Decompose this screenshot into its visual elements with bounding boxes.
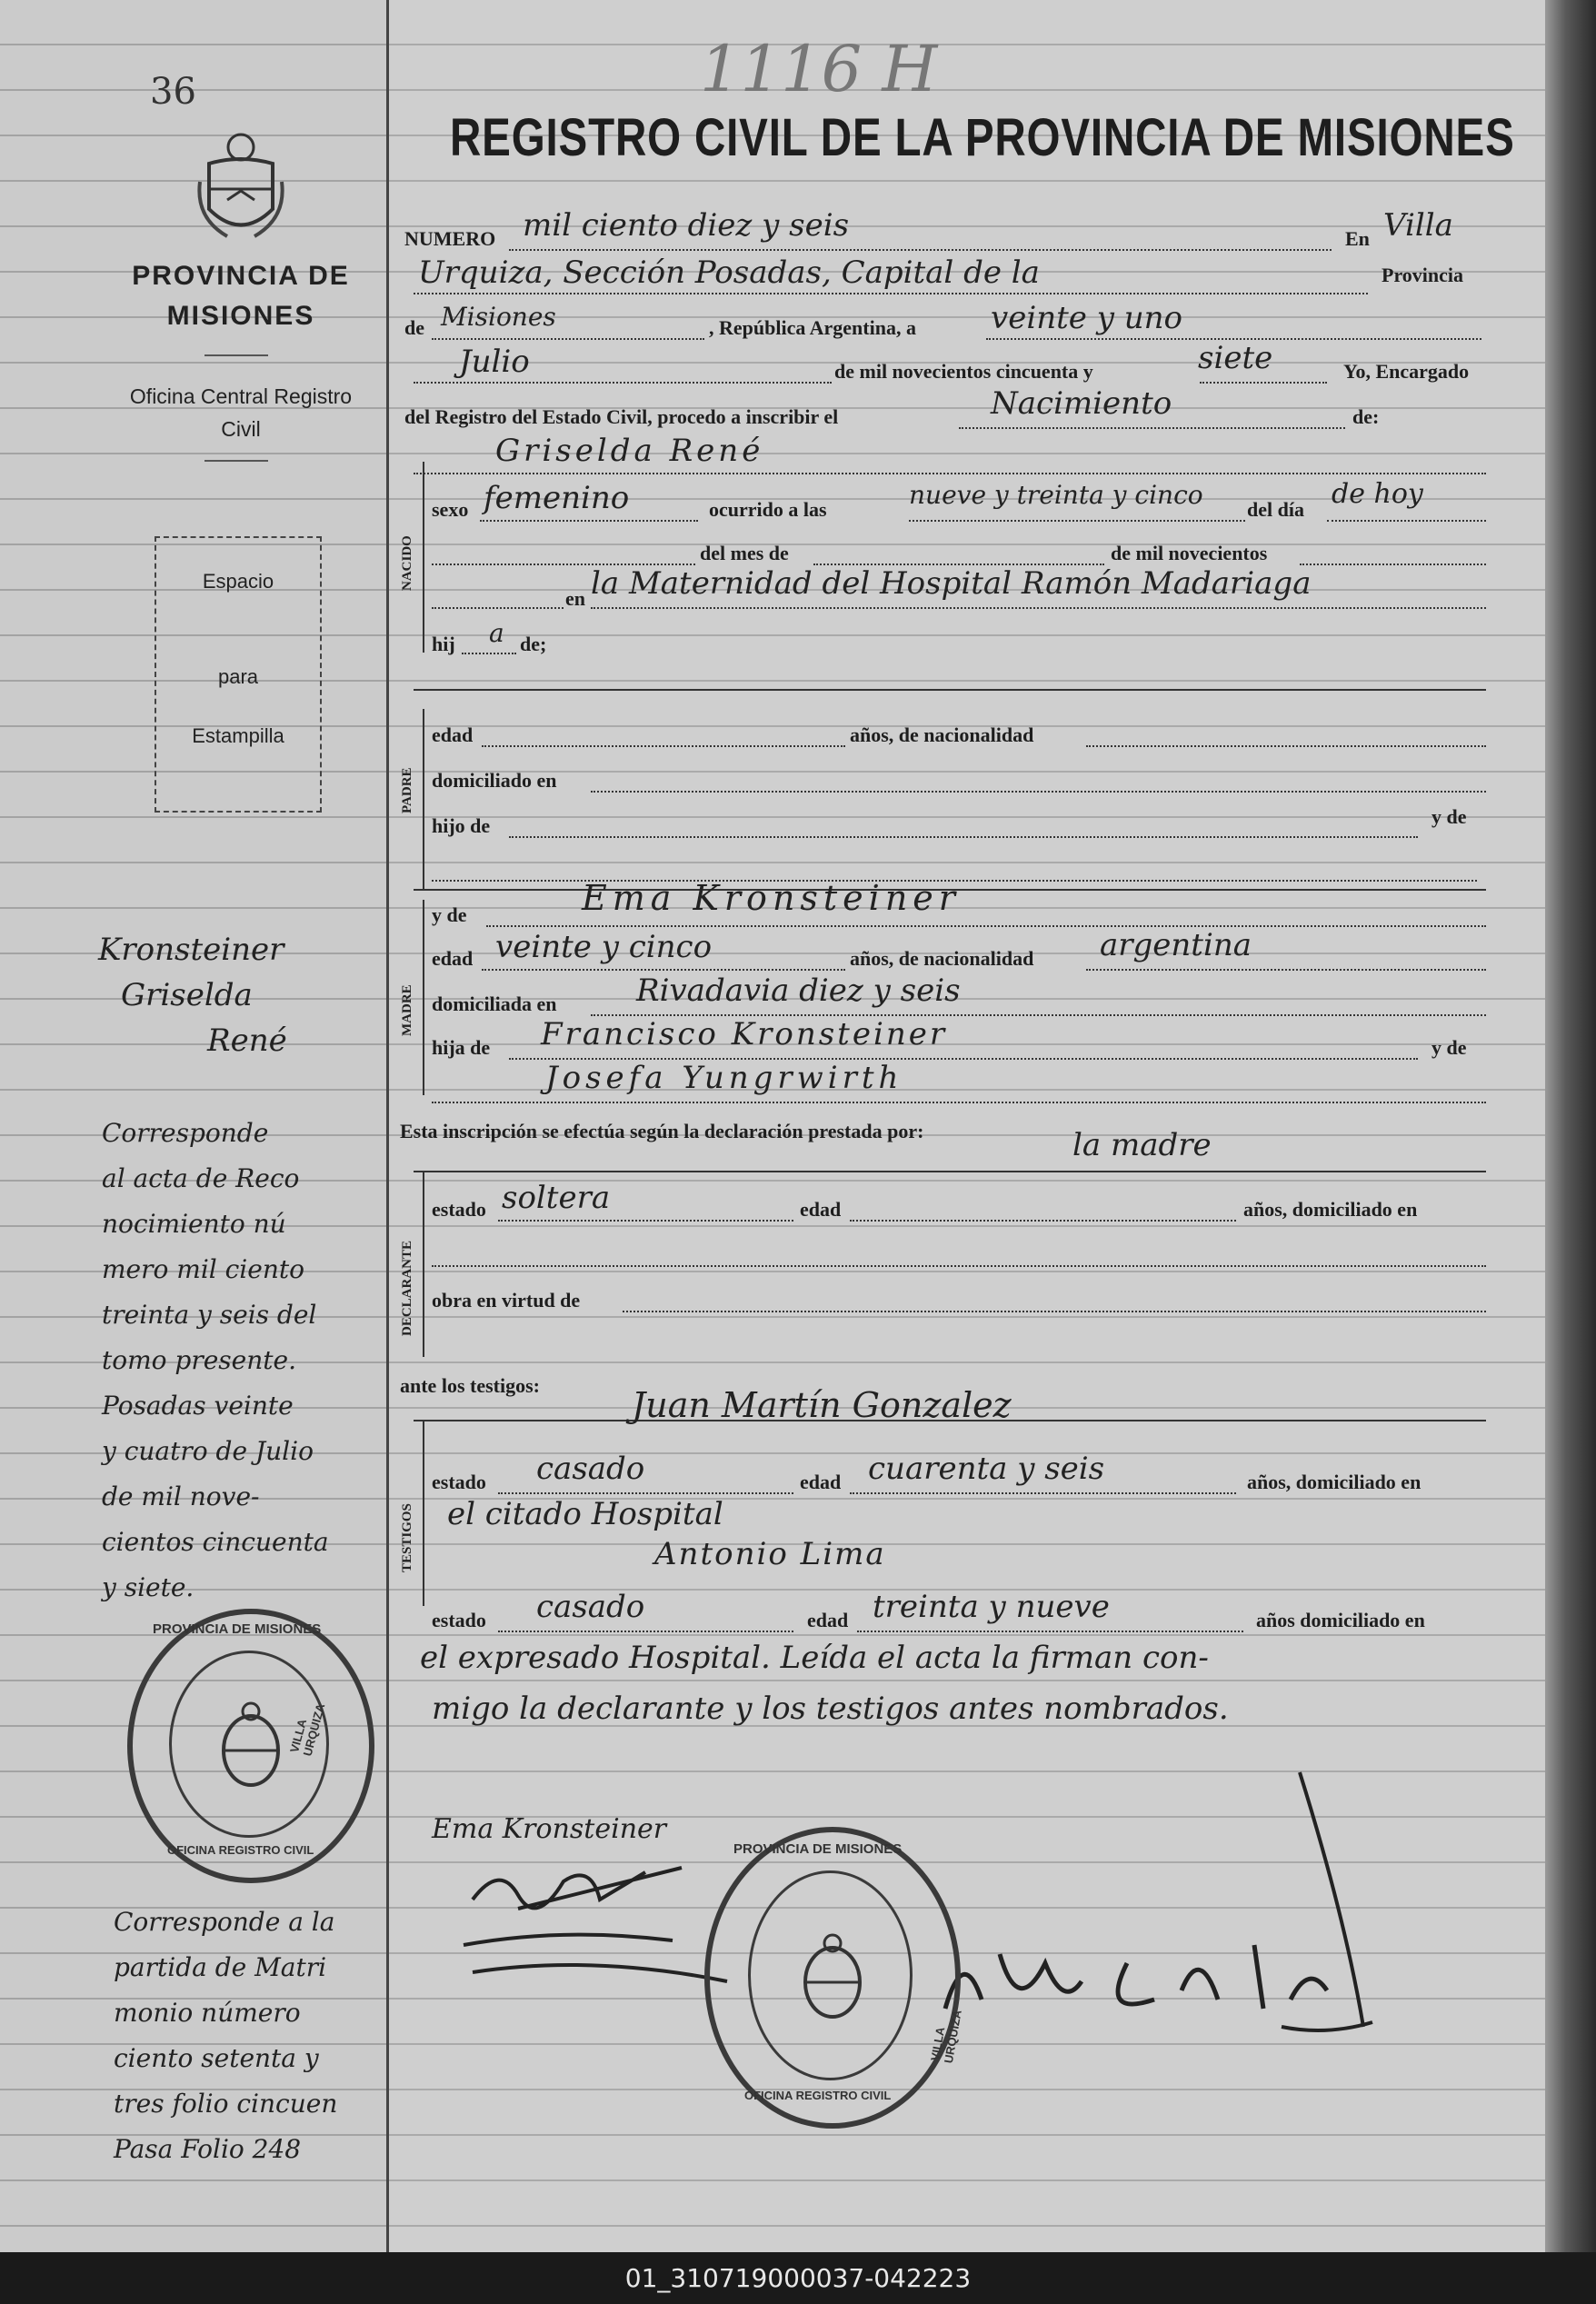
provincia-label: Provincia <box>1382 264 1464 286</box>
seal-text: OFICINA REGISTRO CIVIL <box>167 1843 314 1857</box>
dotted-line <box>480 520 698 522</box>
section-padre-label: PADRE <box>400 767 414 813</box>
dotted-line <box>486 925 1486 927</box>
dotted-line <box>1327 520 1486 522</box>
dotted-line <box>498 1631 793 1632</box>
margin-line: ciento setenta y <box>114 2043 319 2073</box>
official-seal-right <box>704 1827 964 2129</box>
dia-label: del día <box>1247 498 1304 521</box>
stamp-box-label: Estampilla <box>192 724 284 747</box>
dotted-line <box>432 607 564 609</box>
dotted-line <box>909 520 1245 522</box>
edad-label: edad <box>432 723 474 746</box>
dotted-line <box>857 1631 1243 1632</box>
dotted-line <box>432 338 704 340</box>
margin-line: Griselda <box>121 977 253 1013</box>
margin-line: partida de Matri <box>114 1952 327 1982</box>
margin-note-1 <box>102 1111 329 1611</box>
section-nacido-label: NACIDO <box>400 535 414 591</box>
stamp-box-label: Espacio <box>202 570 274 593</box>
section-bar <box>423 900 424 1095</box>
dotted-line <box>850 1492 1236 1494</box>
domiciliado-label: domiciliado en <box>432 769 557 792</box>
mes-label: del mes de <box>700 542 789 564</box>
margin-name <box>98 927 287 1063</box>
section-divider <box>414 689 1486 691</box>
dotted-line <box>959 427 1345 429</box>
dotted-line <box>591 791 1486 793</box>
edad-label: edad <box>800 1471 842 1493</box>
encargado-label: Yo, Encargado <box>1343 360 1470 383</box>
dotted-line <box>498 1492 793 1494</box>
ocurrido-label: ocurrido a las <box>709 498 827 521</box>
coat-of-arms-icon <box>191 127 291 245</box>
dotted-line <box>591 607 1486 609</box>
lugar-value: la Maternidad del Hospital Ramón Madariaga <box>591 565 1312 602</box>
margin-line: de mil nove- <box>102 1481 260 1511</box>
section-bar <box>423 1420 424 1606</box>
divider <box>204 460 268 462</box>
edad-label: edad <box>800 1198 842 1221</box>
dotted-line <box>1200 382 1327 384</box>
numero-label: NUMERO <box>404 227 496 250</box>
de-label: de <box>404 316 424 339</box>
declarante-value: la madre <box>1072 1127 1212 1163</box>
dotted-line <box>432 1265 1486 1267</box>
margin-line: Corresponde <box>102 1118 269 1148</box>
dotted-line <box>482 745 845 747</box>
edad-label: edad <box>432 947 474 970</box>
signature-mother: Ema Kronsteiner <box>432 1813 667 1845</box>
domiciliado-label: años, domiciliado en <box>1243 1198 1418 1221</box>
yde-label: y de <box>432 903 467 926</box>
witness-1-name: Juan Martín Gonzalez <box>632 1385 1012 1425</box>
left-margin-column <box>0 0 389 2252</box>
dotted-line <box>414 382 832 384</box>
mother-father-name: Francisco Kronsteiner <box>541 1016 948 1052</box>
dotted-line <box>850 1220 1236 1222</box>
nacionalidad-label: años, de nacionalidad <box>850 723 1034 746</box>
dotted-line <box>1086 969 1486 971</box>
en-value: Villa <box>1383 207 1453 244</box>
closing-text: migo la declarante y los testigos antes nombrados. <box>432 1691 1229 1727</box>
day-value: veinte y uno <box>991 300 1182 336</box>
mother-nacionalidad: argentina <box>1100 927 1252 963</box>
witness-2-domicilio: el expresado Hospital. Leída el acta la firman con- <box>420 1640 1209 1676</box>
dotted-line <box>498 1220 793 1222</box>
dotted-line <box>1300 564 1486 565</box>
seal-text: VILLA URQUIZA <box>287 1701 328 1758</box>
section-madre-label: MADRE <box>400 984 414 1036</box>
estado-label: estado <box>432 1198 486 1221</box>
year-value: siete <box>1198 340 1273 376</box>
handwritten-reference: 1116 H <box>700 32 938 106</box>
book-spine <box>1545 0 1596 2252</box>
seal-text: OFICINA REGISTRO CIVIL <box>744 2089 892 2102</box>
margin-line: tres folio cincuen <box>114 2089 338 2119</box>
margin-line: al acta de Reco <box>102 1163 300 1193</box>
seal-crest-icon <box>205 1701 296 1791</box>
office-label: Oficina Central Registro Civil <box>129 384 353 441</box>
section-declarante-label: DECLARANTE <box>400 1240 414 1336</box>
signature-icon <box>1254 1754 1382 2045</box>
en-label: En <box>1345 227 1370 250</box>
province-value: Misiones <box>441 302 556 332</box>
margin-line: Kronsteiner <box>98 932 284 968</box>
section-bar <box>423 709 424 891</box>
margin-line: Posadas veinte <box>102 1391 294 1421</box>
signature-icon <box>464 1845 700 1927</box>
type-value: Nacimiento <box>991 385 1172 422</box>
stamp-box <box>155 536 322 813</box>
dotted-line <box>414 293 1368 294</box>
declaracion-label: Esta inscripción se efectúa según la declaración prestada por: <box>400 1120 924 1142</box>
dotted-line <box>623 1311 1486 1312</box>
y-de-label: y de <box>1431 1036 1467 1059</box>
stamp-box-label: para <box>217 665 259 688</box>
dotted-line <box>1086 745 1486 747</box>
estado-label: estado <box>432 1609 486 1631</box>
testigos-label: ante los testigos: <box>400 1374 540 1397</box>
section-testigos-label: TESTIGOS <box>400 1503 414 1572</box>
hija-label: hija de <box>432 1036 491 1059</box>
year-label: de mil novecientos cincuenta y <box>834 360 1093 383</box>
margin-line: monio número <box>114 1998 301 2028</box>
margin-line: treinta y seis del <box>102 1300 317 1330</box>
witness-2-name: Antonio Lima <box>654 1536 886 1572</box>
en-label: en <box>565 587 585 610</box>
dotted-line <box>414 473 1486 474</box>
margin-line: tomo presente. <box>102 1345 296 1375</box>
witness-1-estado: casado <box>536 1451 645 1487</box>
numero-value: mil ciento diez y seis <box>523 207 850 244</box>
child-name: Griselda René <box>495 433 764 469</box>
margin-line: y cuatro de Julio <box>102 1436 314 1466</box>
mother-mother-name: Josefa Yungrwirth <box>545 1060 903 1096</box>
domiciliada-label: domiciliada en <box>432 992 557 1015</box>
month-value: Julio <box>459 344 530 380</box>
image-id-footer: 01_310719000037-042223 <box>0 2252 1596 2304</box>
official-seal-left <box>127 1609 374 1883</box>
signature-icon <box>454 1918 745 2000</box>
place-line: Urquiza, Sección Posadas, Capital de la <box>418 254 1040 291</box>
seal-crest-icon <box>787 1932 878 2023</box>
folio-number: 36 <box>150 71 196 113</box>
main-title: REGISTRO CIVIL DE LA PROVINCIA DE MISIONES <box>450 108 1515 167</box>
mother-name: Ema Kronsteiner <box>582 878 961 918</box>
mil-label: de mil novecientos <box>1111 542 1268 564</box>
witness-2-estado: casado <box>536 1589 645 1625</box>
nacionalidad-label: años, de nacionalidad <box>850 947 1034 970</box>
seal-text: VILLA URQUIZA <box>928 2009 964 2065</box>
witness-1-edad: cuarenta y seis <box>868 1451 1105 1487</box>
margin-line: nocimiento nú <box>102 1209 286 1239</box>
divider <box>204 354 268 356</box>
hijo-label: hijo de <box>432 814 491 837</box>
declarante-estado: soltera <box>502 1180 611 1216</box>
section-divider <box>414 1171 1486 1172</box>
witness-2-edad: treinta y nueve <box>873 1589 1110 1625</box>
dia-value: de hoy <box>1332 478 1423 510</box>
sexo-label: sexo <box>432 498 469 521</box>
domiciliado-label: años, domiciliado en <box>1247 1471 1421 1493</box>
dotted-line <box>432 1102 1486 1103</box>
province-title: PROVINCIA DE MISIONES <box>132 261 350 331</box>
section-bar <box>423 1171 424 1357</box>
witness-1-domicilio: el citado Hospital <box>447 1496 723 1532</box>
dotted-line <box>509 836 1418 838</box>
estado-label: estado <box>432 1471 486 1493</box>
margin-line: René <box>207 1022 287 1059</box>
seal-text: PROVINCIA DE MISIONES <box>153 1621 322 1637</box>
hora-value: nueve y treinta y cinco <box>909 480 1203 510</box>
de2-label: de: <box>1352 405 1380 428</box>
seal-text: PROVINCIA DE MISIONES <box>733 1841 903 1857</box>
registro-label: del Registro del Estado Civil, procedo a inscribir el <box>404 405 839 428</box>
mother-domicilio: Rivadavia diez y seis <box>636 972 961 1009</box>
obra-label: obra en virtud de <box>432 1289 581 1312</box>
domiciliado-label: años domiciliado en <box>1256 1609 1425 1631</box>
mother-edad: veinte y cinco <box>495 929 713 965</box>
y-de-label: y de <box>1431 805 1467 828</box>
section-bar <box>423 462 424 653</box>
margin-line: Pasa Folio 248 <box>114 2134 302 2164</box>
margin-line: mero mil ciento <box>102 1254 304 1284</box>
hij-de-label: de; <box>520 633 547 655</box>
dotted-line <box>482 969 845 971</box>
margin-line: cientos cincuenta <box>102 1527 329 1557</box>
margin-line: Corresponde a la <box>114 1907 335 1937</box>
hij-value: a <box>489 618 504 648</box>
margin-line: y siete. <box>102 1572 195 1602</box>
margin-note-2 <box>114 1900 337 2172</box>
sexo-value: femenino <box>484 480 630 516</box>
edad-label: edad <box>807 1609 849 1631</box>
hij-label: hij <box>432 633 455 655</box>
republica-label: , República Argentina, a <box>709 316 916 339</box>
dotted-line <box>509 249 1332 251</box>
dotted-line <box>462 653 516 654</box>
